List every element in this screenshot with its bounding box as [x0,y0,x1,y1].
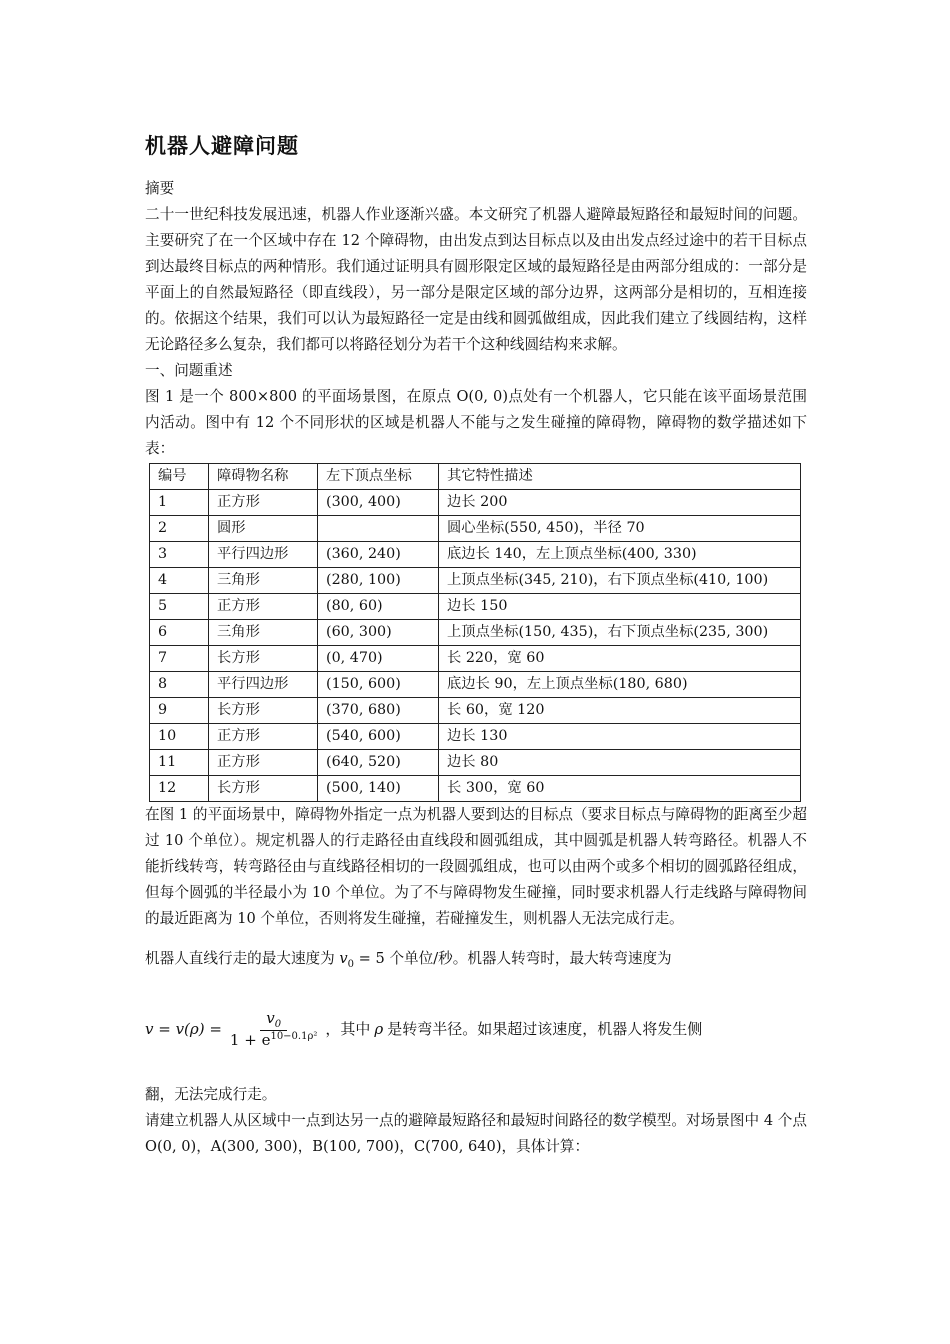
table-body [150,490,801,802]
table-cell: 3 [150,542,209,568]
table-cell: 平行四边形 [209,672,318,698]
formula-denominator: $1 + e^{10-0.1\rho^2}$ [229,1030,318,1049]
table-cell: (300, 400) [318,490,439,516]
table-cell: 6 [150,620,209,646]
table-cell: 底边长 140，左上顶点坐标(400, 330) [439,542,801,568]
table-header-cell: 障碍物名称 [209,464,318,490]
table-cell: (150, 600) [318,672,439,698]
table-cell: 长 60，宽 120 [439,698,801,724]
table-cell: 长 300，宽 60 [439,776,801,802]
table-cell [318,516,439,542]
formula-after-text-2: 是转弯半径。如果超过该速度，机器人将发生侧 [387,1020,703,1039]
speed-paragraph [145,946,807,978]
table-cell: 三角形 [209,568,318,594]
table-cell: 边长 130 [439,724,801,750]
table-cell: 8 [150,672,209,698]
table-cell: 正方形 [209,750,318,776]
table-cell: 4 [150,568,209,594]
table-cell: 长方形 [209,698,318,724]
formula-fraction [226,1009,321,1049]
table-cell: 长 220，宽 60 [439,646,801,672]
table-cell: 长方形 [209,646,318,672]
table-cell: (370, 680) [318,698,439,724]
table-row [150,646,801,672]
table-cell: 12 [150,776,209,802]
table-cell: (500, 140) [318,776,439,802]
table-header-row [150,464,801,490]
table-cell: 10 [150,724,209,750]
table-cell: (540, 600) [318,724,439,750]
table-cell: 平行四边形 [209,542,318,568]
problem-paragraph-2: 在图 1 的平面场景中，障碍物外指定一点为机器人要到达的目标点（要求目标点与障碍物的距离至少超过 10 个单位）。规定机器人的行走路径由直线段和圆弧组成，其中圆弧是机器人转弯路径。机器人不能折线转弯，转弯路径由与直线路径相切的一段圆弧组成，也可以由两个或多个相切的圆弧路径组成，但每个圆弧的半径最小为 10 个单位。为了不与障碍物发生碰撞，同时要求机器人行走线路与障碍物间的最近距离为 10 个单位，否则将发生碰撞，若碰撞发生，则机器人无法完成行走。 [145,806,807,927]
table-cell: 2 [150,516,209,542]
table-cell: 7 [150,646,209,672]
table-cell: 5 [150,594,209,620]
table-row [150,672,801,698]
table-cell: 边长 200 [439,490,801,516]
table-cell: 11 [150,750,209,776]
formula-numerator: $v_0$ [260,1009,287,1031]
formula-after-text: ，其中 [325,1020,371,1039]
page-title: 机器人避障问题 [145,134,299,158]
formula-lhs: v = v(ρ) = [145,1019,222,1038]
table-cell: 1 [150,490,209,516]
table-row [150,490,801,516]
table-row [150,516,801,542]
problem-paragraph-5: 请建立机器人从区域中一点到达另一点的避障最短路径和最短时间路径的数学模型。对场景图中 4 个点 O(0, 0)，A(300, 300)，B(100, 700)，C(700, 640)，具体计算： [145,1111,807,1155]
table-cell: 正方形 [209,594,318,620]
v0-symbol: v [339,950,348,967]
table-cell: 正方形 [209,724,318,750]
table-header-cell: 左下顶点坐标 [318,464,439,490]
table-cell: 正方形 [209,490,318,516]
table-cell: (360, 240) [318,542,439,568]
table-row [150,724,801,750]
problem-paragraph-1: 图 1 是一个 800×800 的平面场景图，在原点 O(0, 0)点处有一个机器人，它只能在该平面场景范围内活动。图中有 12 个不同形状的区域是机器人不能与之发生碰撞的障碍物，障碍物的数学描述如下表： [145,388,807,457]
v0-equation: = 5 [354,950,385,967]
table-cell: (280, 100) [318,568,439,594]
table-cell: 边长 150 [439,594,801,620]
speed-text-b: 个单位/秒。机器人转弯时，最大转弯速度为 [389,950,672,967]
table-header-cell: 编号 [150,464,209,490]
obstacle-table [149,463,801,802]
problem-paragraph-4: 翻，无法完成行走。 [145,1085,277,1103]
table-cell: (640, 520) [318,750,439,776]
abstract-label: 摘要 [145,180,175,197]
table-cell: (60, 300) [318,620,439,646]
table-cell: (80, 60) [318,594,439,620]
v0-subscript: 0 [347,958,354,970]
turn-speed-formula [145,990,807,1068]
rho-symbol: ρ [374,1019,384,1038]
speed-text-a: 机器人直线行走的最大速度为 [145,950,335,967]
table-row [150,776,801,802]
table-cell: 长方形 [209,776,318,802]
table-row [150,594,801,620]
document-page [145,124,807,1160]
table-cell: 底边长 90，左上顶点坐标(180, 680) [439,672,801,698]
table-cell: 上顶点坐标(345, 210)，右下顶点坐标(410, 100) [439,568,801,594]
table-cell: 9 [150,698,209,724]
table-cell: 三角形 [209,620,318,646]
table-cell: (0, 470) [318,646,439,672]
table-row [150,698,801,724]
table-header-cell: 其它特性描述 [439,464,801,490]
table-row [150,750,801,776]
table-row [150,542,801,568]
section-heading: 一、问题重述 [145,362,233,379]
table-row [150,568,801,594]
table-cell: 圆形 [209,516,318,542]
abstract-text: 二十一世纪科技发展迅速，机器人作业逐渐兴盛。本文研究了机器人避障最短路径和最短时间的问题。主要研究了在一个区域中存在 12 个障碍物，由出发点到达目标点以及由出发点经过途中的若干目标点到达最终目标点的两种情形。我们通过证明具有圆形限定区域的最短路径是由两部分组成的：一部分是平面上的自然最短路径（即直线段），另一部分是限定区域的部分边界，这两部分是相切的，互相连接的。依据这个结果，我们可以认为最短路径一定是由线和圆弧做组成，因此我们建立了线圆结构，这样无论路径多么复杂，我们都可以将路径划分为若干个这种线圆结构来求解。 [145,206,807,353]
table-cell: 边长 80 [439,750,801,776]
table-row [150,620,801,646]
table-cell: 圆心坐标(550, 450)，半径 70 [439,516,801,542]
table-cell: 上顶点坐标(150, 435)，右下顶点坐标(235, 300) [439,620,801,646]
